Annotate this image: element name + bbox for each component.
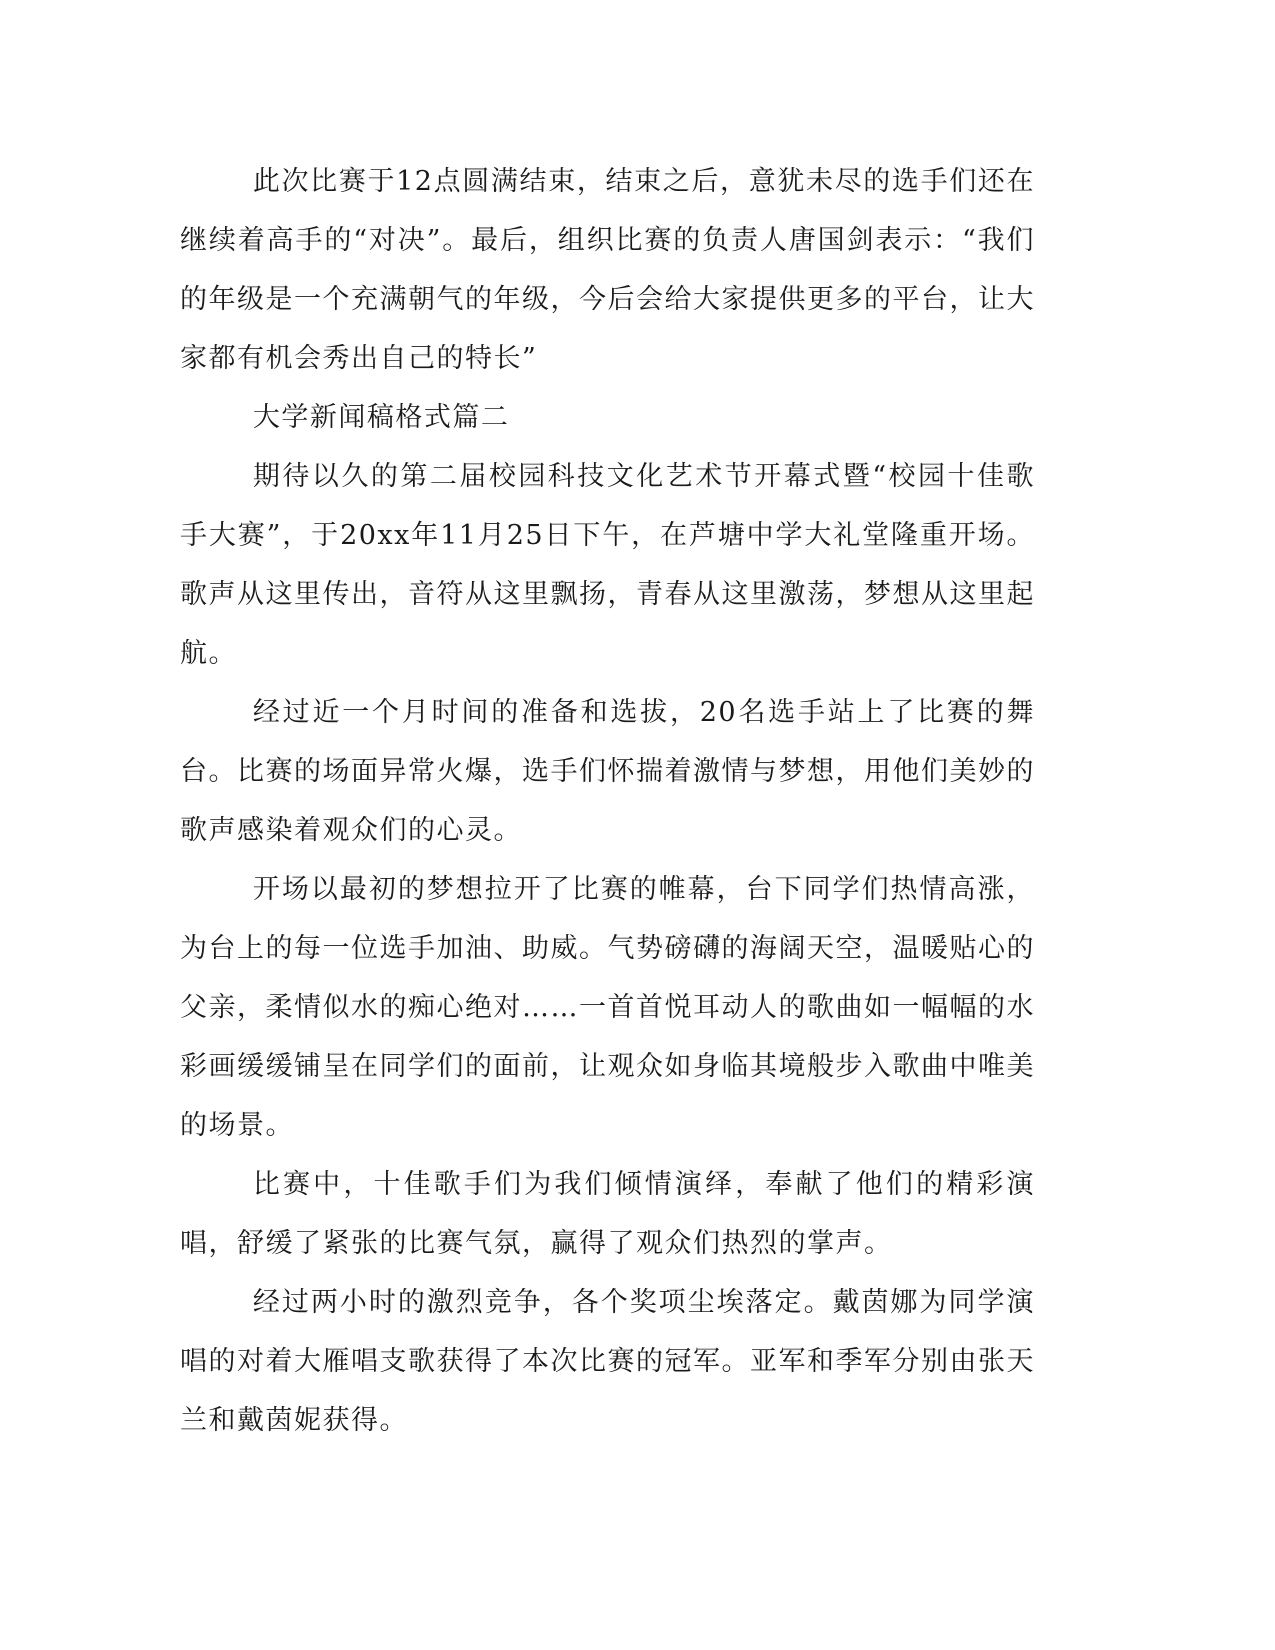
paragraph-performances: 开场以最初的梦想拉开了比赛的帷幕，台下同学们热情高涨，为台上的每一位选手加油、助威。气势磅礴的海阔天空，温暖贴心的父亲，柔情似水的痴心绝对……一首首悦耳动人的歌曲如一幅幅的水彩画缓缓铺呈在同学们的面前，让观众如身临其境般步入歌曲中唯美的场景。 [180,874,1035,1141]
section-heading: 大学新闻稿格式篇二 [252,402,510,433]
paragraph-opening: 期待以久的第二届校园科技文化艺术节开幕式暨“校园十佳歌手大赛”，于20xx年11月25日下午，在芦塘中学大礼堂隆重开场。歌声从这里传出，音符从这里飘扬，青春从这里激荡，梦想从这里起航。 [180,461,1035,669]
paragraph-top-ten-singers: 比赛中，十佳歌手们为我们倾情演绎，奉献了他们的精彩演唱，舒缓了紧张的比赛气氛，赢得了观众们热烈的掌声。 [180,1169,1035,1259]
paragraph-contestants: 经过近一个月时间的准备和选拔，20名选手站上了比赛的舞台。比赛的场面异常火爆，选手们怀揣着激情与梦想，用他们美妙的歌声感染着观众们的心灵。 [180,697,1035,846]
paragraph-results: 经过两小时的激烈竞争，各个奖项尘埃落定。戴茵娜为同学演唱的对着大雁唱支歌获得了本次比赛的冠军。亚军和季军分别由张天兰和戴茵妮获得。 [180,1287,1035,1436]
document-body [180,152,1035,1450]
paragraph-competition-end: 此次比赛于12点圆满结束，结束之后，意犹未尽的选手们还在继续着高手的“对决”。最后，组织比赛的负责人唐国剑表示：“我们的年级是一个充满朝气的年级，今后会给大家提供更多的平台，让大家都有机会秀出自己的特长” [180,166,1035,374]
